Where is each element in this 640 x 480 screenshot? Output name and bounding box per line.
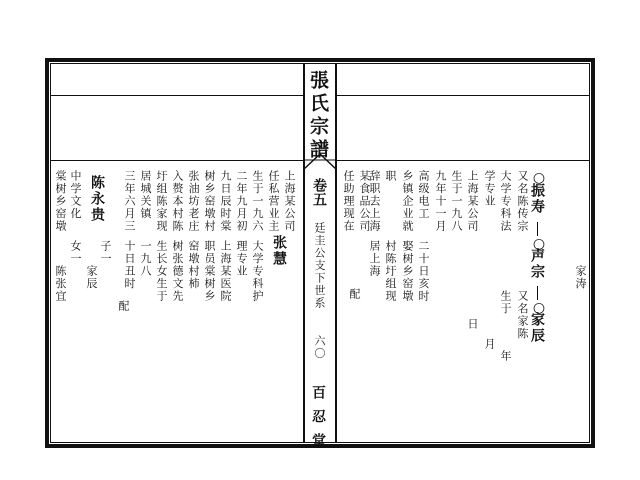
- zh-children: 子一: [99, 240, 112, 265]
- zh-right-1: 大学专科护: [251, 240, 264, 303]
- left-body-rule: [50, 160, 303, 161]
- chen-daughter-label: 女一: [69, 240, 82, 265]
- zh-right-5: 窑墩村柿: [187, 240, 200, 290]
- gen2-info-6: 九年十一月: [434, 170, 447, 233]
- far-right-name: 家涛: [574, 265, 587, 290]
- chen-info-2: 棠树乡窑墩: [54, 170, 67, 233]
- gen3-circle: ○: [531, 300, 547, 317]
- zh-child-name: 家辰: [85, 265, 98, 290]
- zh-right-2: 理专业: [235, 240, 248, 278]
- chen-info-1: 中学文化: [69, 170, 82, 220]
- right-body-rule: [337, 160, 590, 161]
- zh-info-2: 任私营业主: [267, 170, 280, 233]
- zh-info-7: 张油坊老庄: [187, 170, 200, 233]
- gen3-info-1: 又名家陈: [516, 290, 529, 340]
- zhang-hui-name: 张慧: [271, 235, 287, 267]
- left-header-rule: [50, 95, 303, 96]
- spine-volume: 卷五: [311, 178, 327, 206]
- lineage-line-2: [537, 286, 538, 300]
- gen2-info-1: 又名陈传宗: [516, 170, 529, 233]
- zh-spouse: 配: [117, 300, 130, 313]
- zh-info-3: 生于一九六: [251, 170, 264, 233]
- spine-branch: 廷圭公支下世系: [313, 222, 326, 310]
- zh-info-1: 上海某公司: [283, 170, 296, 233]
- gen1-col-9: 某食品公司: [358, 170, 371, 233]
- gen3-name: 家辰: [529, 312, 545, 344]
- gen2-info-3: 学专业: [483, 170, 496, 208]
- zh-info-8: 入赘本村陈: [171, 170, 184, 233]
- gen2-info-9: 村陈圩组现: [384, 240, 397, 303]
- gen2-info-7: 二十日亥时: [417, 240, 430, 303]
- gen3-info-4: 月: [483, 338, 496, 351]
- chen-daughter-name: 陈张宜: [54, 265, 67, 303]
- zh-info-5: 九日辰时棠: [219, 170, 232, 233]
- zh-right-3: 上海某医院: [219, 240, 232, 303]
- zh-right-9: 三年六月三: [123, 170, 136, 233]
- gen2-info-day: 日: [466, 318, 479, 331]
- zh-info-10: 居城关镇: [139, 170, 152, 220]
- zh-right-10: 十日丑时: [123, 240, 136, 290]
- zh-info-6: 树乡窑墩村: [203, 170, 216, 233]
- gen2-info-8: 娶树乡窑墩: [401, 240, 414, 303]
- gen3-info-2: 生于: [499, 290, 512, 315]
- gen1-col-6: 乡镇企业就: [401, 170, 414, 233]
- gen1-circle: ○: [531, 170, 547, 187]
- spine-title: 張氏宗譜: [307, 70, 329, 162]
- zh-info-4: 二年九月初: [235, 170, 248, 233]
- gen2-info-5: 生于一九八: [450, 170, 463, 233]
- right-header-rule: [337, 95, 590, 96]
- gen1-col-5: 高级电工: [417, 170, 430, 220]
- gen2-name: 声宗: [529, 248, 545, 280]
- zh-right-7: 生长女生于: [155, 240, 168, 303]
- spine-hall-name: 百忍堂: [310, 385, 326, 457]
- gen1-col-10: 任助理现在: [342, 170, 355, 233]
- gen3-info-3: 年: [499, 350, 512, 363]
- gen1-col-8: 辞职去上海: [368, 170, 381, 233]
- zh-right-8: 一九八: [139, 240, 152, 278]
- spine-page-number: 六〇: [313, 335, 326, 360]
- gen2-info-4: 上海某公司: [466, 170, 479, 233]
- gen2-info-10: 居上海: [368, 240, 381, 278]
- lineage-line-1: [537, 222, 538, 236]
- gen2-circle: ○: [531, 236, 547, 253]
- zh-right-4: 职员棠树乡: [203, 240, 216, 303]
- gen1-name: 振寿: [529, 183, 545, 215]
- zh-info-9: 圩组陈家现: [155, 170, 168, 233]
- gen1-col-7: 职: [384, 170, 397, 183]
- zh-right-6: 树张德文先: [171, 240, 184, 303]
- gen2-info-spouse: 配: [348, 288, 361, 301]
- chen-yonggui-name: 陈永贵: [89, 175, 105, 223]
- gen2-info-2: 大学专科法: [499, 170, 512, 233]
